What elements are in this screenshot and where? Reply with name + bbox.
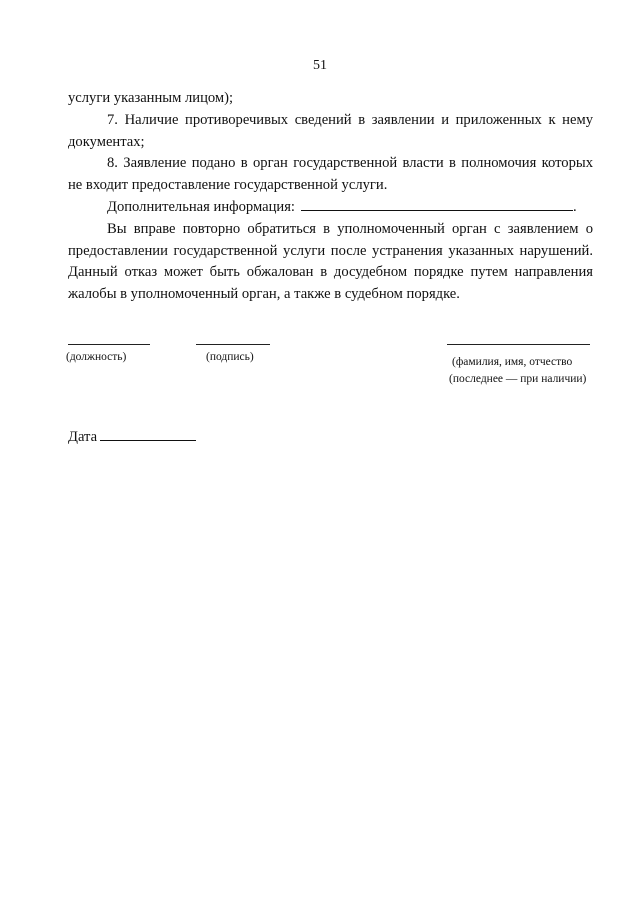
name-signature-line [447,344,590,345]
paragraph-item-7: 7. Наличие противоречивых сведений в заявлении и приложенных к нему документах; [68,111,593,150]
additional-info-end: . [572,198,577,215]
paragraph-continuation: услуги указанным лицом); [68,90,234,106]
paragraph-item-8: 8. Заявление подано в орган государственной власти в полномочия которых не входит предоставление государственной услуги. [68,155,593,194]
additional-info-blank [301,198,573,211]
date-label: Дата [68,429,98,445]
position-caption: (должность) [66,351,127,363]
date-row [68,428,196,446]
page-number: 51 [313,58,327,73]
document-body [68,88,593,306]
date-blank [100,428,196,441]
name-caption-line1: (фамилия, имя, отчество [452,356,573,368]
additional-info-row [68,197,593,219]
name-caption-line2: (последнее — при наличии) [449,373,587,385]
position-signature-line [68,344,150,345]
signature-line [196,344,270,345]
signature-caption: (подпись) [206,351,254,363]
additional-info-label: Дополнительная информация: [107,198,295,215]
paragraph-appeal: Вы вправе повторно обратиться в уполномоченный орган с заявлением о предоставлении государственной услуги после устранения указанных нарушений. Данный отказ может быть обжалован в досудебном порядке путем направления жалобы в уполномоченный орган, а также в судебном порядке. [68,220,593,303]
